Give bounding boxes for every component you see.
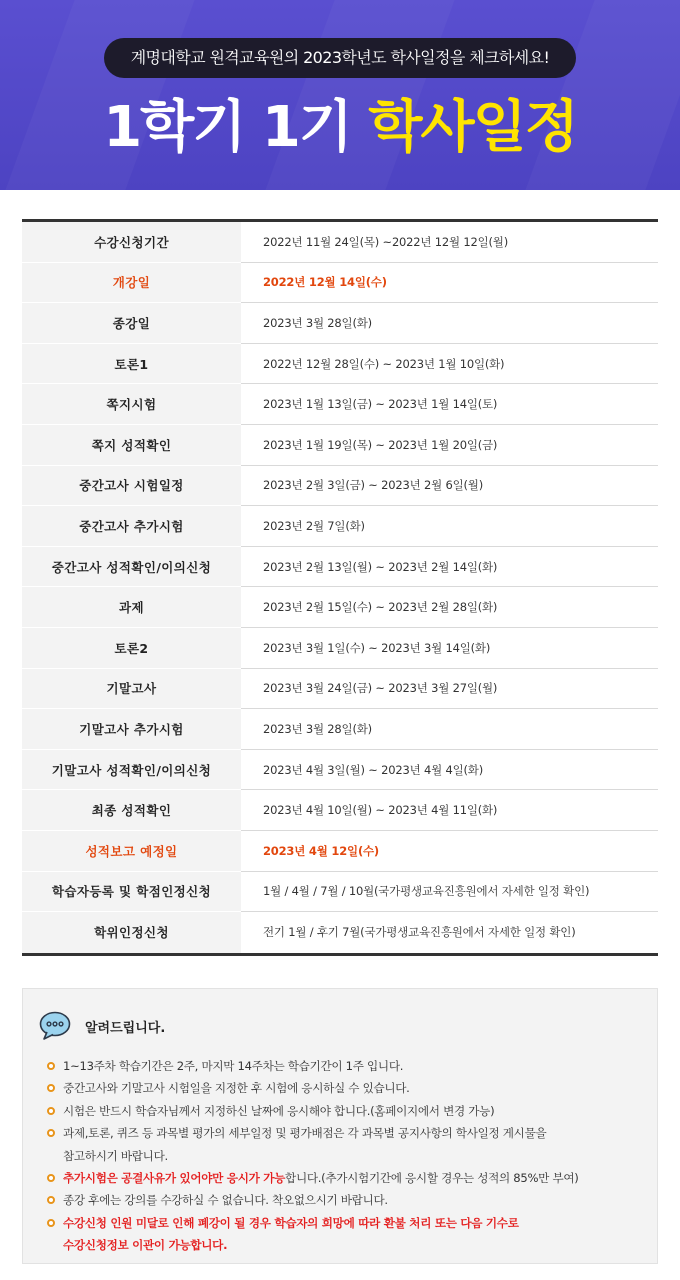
notice-item-text: 1~13주차 학습기간은 2주, 마지막 14주차는 학습기간이 1주 입니다.: [63, 1059, 404, 1073]
schedule-row: [22, 303, 658, 344]
schedule-row: [22, 384, 658, 425]
schedule-value: 2023년 2월 15일(수) ~ 2023년 2월 28일(화): [241, 587, 658, 628]
bullet-icon: [47, 1062, 55, 1070]
schedule-row: [22, 344, 658, 385]
schedule-value: 2023년 2월 7일(화): [241, 506, 658, 547]
bullet-icon: [47, 1107, 55, 1115]
schedule-label: 기말고사 성적확인/이의신청: [22, 750, 241, 791]
schedule-label: 기말고사: [22, 669, 241, 710]
schedule-value: 2023년 1월 19일(목) ~ 2023년 1월 20일(금): [241, 425, 658, 466]
schedule-label: 토론2: [22, 628, 241, 669]
schedule-row: [22, 872, 658, 913]
notice-item-text-continued: 수강신청정보 이관이 가능합니다.: [63, 1238, 228, 1253]
schedule-label: 최종 성적확인: [22, 790, 241, 831]
schedule-value: 2023년 1월 13일(금) ~ 2023년 1월 14일(토): [241, 384, 658, 425]
header-banner: [0, 0, 680, 190]
schedule-label: 학위인정신청: [22, 912, 241, 953]
page-title-highlight: 학사일정: [368, 95, 577, 160]
notice-item: [47, 1189, 657, 1211]
schedule-value: 2023년 4월 3일(월) ~ 2023년 4월 4일(화): [241, 750, 658, 791]
schedule-label: 수강신청기간: [22, 222, 241, 263]
schedule-label: 기말고사 추가시험: [22, 709, 241, 750]
schedule-row: [22, 912, 658, 953]
bullet-icon: [47, 1084, 55, 1092]
notice-item-text: 시험은 반드시 학습자님께서 지정하신 날짜에 응시해야 합니다.(홈페이지에서 변경 가능): [63, 1103, 495, 1118]
schedule-row: [22, 669, 658, 710]
notice-item-text: 합니다.(추가시험기간에 응시할 경우는 성적의 85%만 부여): [285, 1171, 579, 1186]
schedule-label: 성적보고 예정일: [22, 831, 241, 872]
schedule-value: 2023년 3월 28일(화): [241, 303, 658, 344]
schedule-value: 2023년 3월 24일(금) ~ 2023년 3월 27일(월): [241, 669, 658, 710]
schedule-value: 2022년 11월 24일(목) ~2022년 12월 12일(월): [241, 222, 658, 263]
speech-bubble-icon: [39, 1011, 71, 1041]
notice-header: [39, 1011, 165, 1041]
notice-item: [47, 1167, 657, 1189]
notice-box: [22, 988, 658, 1264]
schedule-row: [22, 506, 658, 547]
schedule-label: 종강일: [22, 303, 241, 344]
notice-item: [47, 1077, 657, 1099]
notice-item: [47, 1055, 657, 1077]
notice-list: [47, 1055, 657, 1257]
notice-item-text-continued: 참고하시기 바랍니다.: [63, 1148, 168, 1163]
schedule-row: [22, 466, 658, 507]
schedule-row: [22, 628, 658, 669]
schedule-label: 개강일: [22, 263, 241, 304]
schedule-row: [22, 750, 658, 791]
schedule-label: 학습자등록 및 학점인정신청: [22, 872, 241, 913]
schedule-value: 1월 / 4월 / 7월 / 10월(국가평생교육진흥원에서 자세한 일정 확인): [241, 872, 658, 913]
schedule-label: 토론1: [22, 344, 241, 385]
schedule-row: [22, 425, 658, 466]
schedule-value: 2023년 3월 1일(수) ~ 2023년 3월 14일(화): [241, 628, 658, 669]
notice-item-text: 종강 후에는 강의를 수강하실 수 없습니다. 착오없으시기 바랍니다.: [63, 1193, 388, 1208]
notice-item-text: 수강신청 인원 미달로 인해 폐강이 될 경우 학습자의 희망에 따라 환불 처리 또는 다음 기수로: [63, 1215, 519, 1230]
schedule-row: [22, 263, 658, 304]
schedule-label: 중간고사 추가시험: [22, 506, 241, 547]
notice-item-emphasis: 추가시험은 공결사유가 있어야만 응시가 가능: [63, 1171, 286, 1186]
bullet-icon: [47, 1196, 55, 1204]
schedule-row: [22, 547, 658, 588]
schedule-value: 2022년 12월 14일(수): [241, 263, 658, 304]
bullet-icon: [47, 1219, 55, 1227]
notice-item: [47, 1122, 657, 1167]
schedule-label: 쪽지시험: [22, 384, 241, 425]
schedule-value: 2022년 12월 28일(수) ~ 2023년 1월 10일(화): [241, 344, 658, 385]
schedule-label: 과제: [22, 587, 241, 628]
schedule-label: 중간고사 시험일정: [22, 466, 241, 507]
schedule-row: [22, 831, 658, 872]
bullet-icon: [47, 1129, 55, 1137]
notice-item: [47, 1100, 657, 1122]
page-title-main: 1학기 1기: [103, 95, 351, 160]
schedule-row: [22, 222, 658, 263]
schedule-row: [22, 790, 658, 831]
schedule-value: 2023년 2월 3일(금) ~ 2023년 2월 6일(월): [241, 466, 658, 507]
schedule-value: 2023년 3월 28일(화): [241, 709, 658, 750]
schedule-value: 전기 1월 / 후기 7월(국가평생교육진흥원에서 자세한 일정 확인): [263, 925, 576, 940]
schedule-row: [22, 587, 658, 628]
schedule-value: 2023년 2월 13일(월) ~ 2023년 2월 14일(화): [241, 547, 658, 588]
banner-subtitle: 계명대학교 원격교육원의 2023학년도 학사일정을 체크하세요!: [104, 38, 576, 78]
schedule-label: 중간고사 성적확인/이의신청: [22, 547, 241, 588]
schedule-value: 2023년 4월 10일(월) ~ 2023년 4월 11일(화): [241, 790, 658, 831]
page-title: [0, 88, 680, 168]
schedule-table: [22, 219, 658, 956]
schedule-label: 쪽지 성적확인: [22, 425, 241, 466]
notice-item-text: 중간고사와 기말고사 시험일을 지정한 후 시험에 응시하실 수 있습니다.: [63, 1081, 410, 1096]
bullet-icon: [47, 1174, 55, 1182]
schedule-value: 2023년 4월 12일(수): [241, 831, 658, 872]
schedule-row: [22, 709, 658, 750]
notice-item: [47, 1212, 657, 1257]
notice-title: 알려드립니다.: [85, 1020, 166, 1036]
notice-item-text: 과제,토론, 퀴즈 등 과목별 평가의 세부일정 및 평가배점은 각 과목별 공지사항의 학사일정 게시물을: [63, 1126, 547, 1141]
